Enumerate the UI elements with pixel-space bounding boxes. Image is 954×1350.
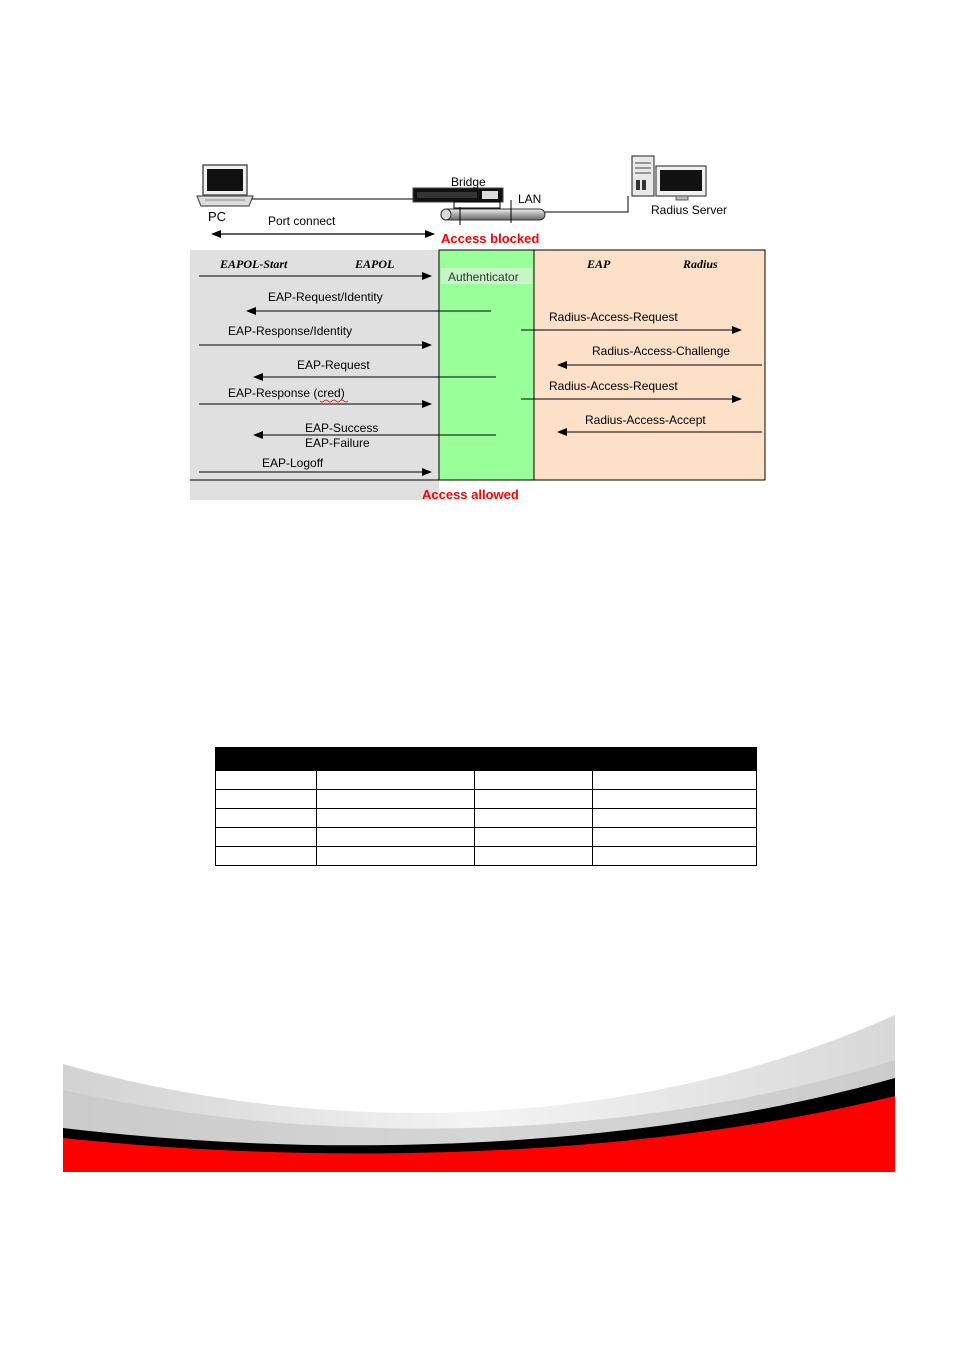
msg-eap-failure: EAP-Failure xyxy=(305,436,370,450)
msg-eap-logoff: EAP-Logoff xyxy=(262,456,324,470)
table-cell xyxy=(593,847,757,866)
table-cell xyxy=(317,809,475,828)
msg-radius-access-request-1: Radius-Access-Request xyxy=(549,310,678,324)
msg-eap-success: EAP-Success xyxy=(305,421,379,435)
table-row xyxy=(216,828,757,847)
table-header-cell xyxy=(593,748,757,771)
eapol-start-header: EAPOL-Start xyxy=(220,257,288,271)
table-row xyxy=(216,771,757,790)
table-cell xyxy=(216,847,317,866)
table-cell xyxy=(593,790,757,809)
port-connect-label: Port connect xyxy=(268,214,336,228)
bridge-label: Bridge xyxy=(451,175,486,189)
table-cell xyxy=(317,771,475,790)
eap-header: EAP xyxy=(587,257,611,271)
authenticator-label: Authenticator xyxy=(448,270,519,284)
msg-eap-request-identity: EAP-Request/Identity xyxy=(268,290,383,304)
table-cell xyxy=(475,809,593,828)
pc-label: PC xyxy=(208,209,227,224)
footer-black-band xyxy=(63,1078,895,1156)
table-header-cell xyxy=(317,748,475,771)
table-cell xyxy=(475,847,593,866)
table-cell xyxy=(317,847,475,866)
access-allowed-label: Access allowed xyxy=(422,487,519,502)
table-cell xyxy=(216,828,317,847)
footer-red-band xyxy=(63,1096,895,1172)
table-cell xyxy=(216,790,317,809)
table-row xyxy=(216,809,757,828)
table-cell xyxy=(317,790,475,809)
table-header-cell xyxy=(216,748,317,771)
msg-eap-request: EAP-Request xyxy=(297,358,370,372)
table-header-row xyxy=(216,748,757,771)
radius-header: Radius xyxy=(683,257,718,271)
table-cell xyxy=(475,790,593,809)
eap-authentication-diagram xyxy=(0,0,954,520)
table-row xyxy=(216,790,757,809)
table-cell xyxy=(593,771,757,790)
table-header-cell xyxy=(475,748,593,771)
access-blocked-label: Access blocked xyxy=(441,231,540,246)
table-row xyxy=(216,847,757,866)
eapol-header: EAPOL xyxy=(355,257,395,271)
table-cell xyxy=(593,809,757,828)
table-cell xyxy=(216,771,317,790)
msg-eap-response-identity: EAP-Response/Identity xyxy=(228,324,353,338)
msg-eap-response-cred: EAP-Response (cred) xyxy=(228,386,345,400)
authenticator-panel xyxy=(439,250,534,480)
msg-radius-access-request-2: Radius-Access-Request xyxy=(549,379,678,393)
msg-radius-access-accept: Radius-Access-Accept xyxy=(585,413,706,427)
table-cell xyxy=(593,828,757,847)
table-cell xyxy=(475,828,593,847)
table-cell xyxy=(216,809,317,828)
msg-radius-access-challenge: Radius-Access-Challenge xyxy=(592,344,731,358)
data-table xyxy=(215,747,756,866)
footer-grey-band xyxy=(63,1015,895,1149)
lan-label: LAN xyxy=(518,192,542,206)
radius-server-label: Radius Server xyxy=(651,203,728,217)
table-cell xyxy=(475,771,593,790)
pc-laptop-icon xyxy=(197,165,253,206)
table-cell xyxy=(317,828,475,847)
